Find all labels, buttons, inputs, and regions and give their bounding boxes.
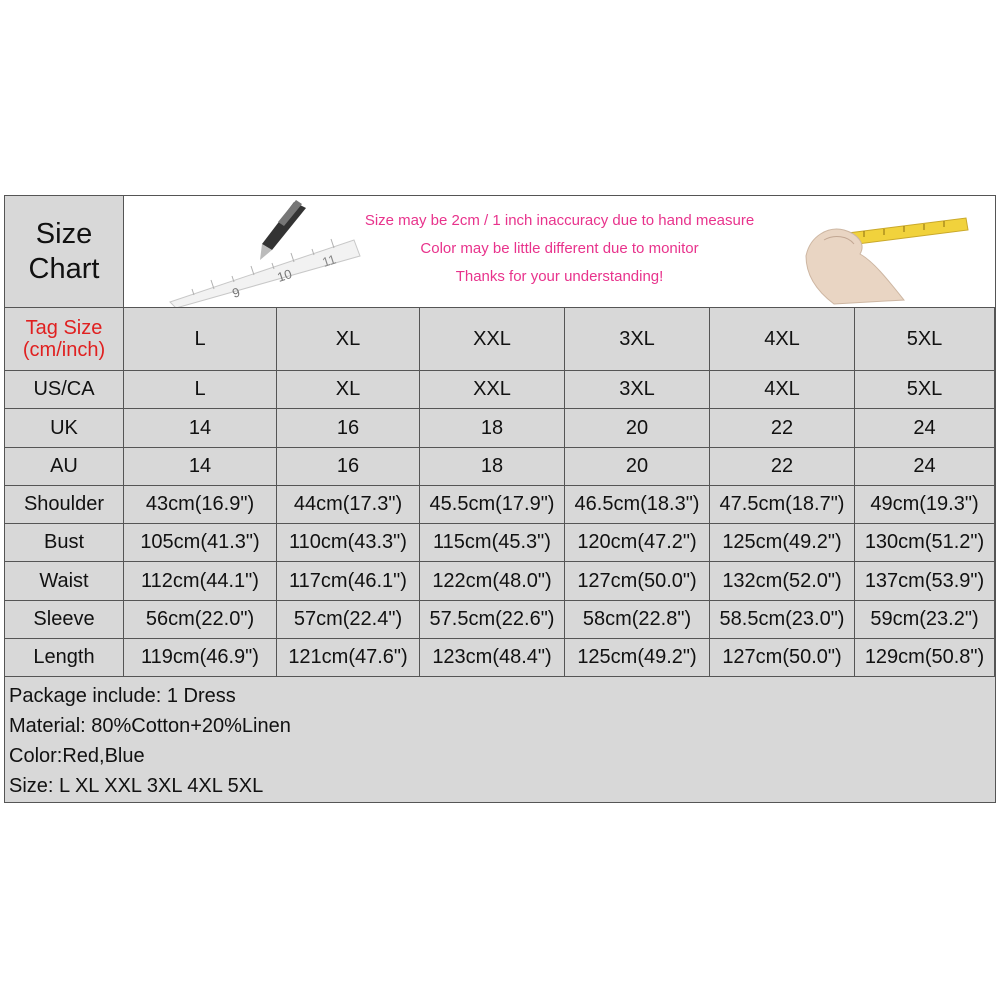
- table-cell: 57cm(22.4"): [277, 601, 420, 639]
- table-cell: 125cm(49.2"): [710, 524, 855, 562]
- table-cell: 58.5cm(23.0"): [710, 601, 855, 639]
- row-label-au: AU: [5, 448, 124, 486]
- size-chart-table: [4, 195, 996, 803]
- row-label-bust: Bust: [5, 524, 124, 562]
- material-info: Material: 80%Cotton+20%Linen: [9, 715, 291, 737]
- table-cell: 115cm(45.3"): [420, 524, 565, 562]
- table-cell: L: [124, 371, 277, 409]
- table-cell: 4XL: [710, 371, 855, 409]
- notice-line-2: Color may be little different due to monitor: [420, 240, 699, 257]
- size-chart-title-line1: Size: [35, 217, 93, 250]
- table-cell: 14: [124, 448, 277, 486]
- size-chart-title-line2: Chart: [28, 252, 100, 285]
- table-cell: 14: [124, 409, 277, 447]
- product-info: [5, 677, 995, 802]
- table-cell: 16: [277, 409, 420, 447]
- table-cell: 125cm(49.2"): [565, 639, 710, 677]
- tag-size-cell: 3XL: [565, 308, 710, 371]
- table-cell: 44cm(17.3"): [277, 486, 420, 524]
- notice-line-3: Thanks for your understanding!: [455, 268, 664, 285]
- table-cell: 119cm(46.9"): [124, 639, 277, 677]
- tag-size-cell: L: [124, 308, 277, 371]
- table-cell: 105cm(41.3"): [124, 524, 277, 562]
- table-cell: 112cm(44.1"): [124, 562, 277, 600]
- table-cell: 56cm(22.0"): [124, 601, 277, 639]
- row-label-sleeve: Sleeve: [5, 601, 124, 639]
- tag-size-cell: XL: [277, 308, 420, 371]
- table-cell: 22: [710, 409, 855, 447]
- table-cell: 137cm(53.9"): [855, 562, 995, 600]
- table-cell: 58cm(22.8"): [565, 601, 710, 639]
- row-label-uk: UK: [5, 409, 124, 447]
- ruler-number-11: 11: [320, 251, 338, 270]
- tag-size-cell: 4XL: [710, 308, 855, 371]
- table-cell: 120cm(47.2"): [565, 524, 710, 562]
- table-cell: 46.5cm(18.3"): [565, 486, 710, 524]
- table-cell: 43cm(16.9"): [124, 486, 277, 524]
- tag-size-cell: XXL: [420, 308, 565, 371]
- table-cell: 110cm(43.3"): [277, 524, 420, 562]
- table-cell: 121cm(47.6"): [277, 639, 420, 677]
- table-cell: 117cm(46.1"): [277, 562, 420, 600]
- table-cell: 132cm(52.0"): [710, 562, 855, 600]
- table-cell: 20: [565, 409, 710, 447]
- tag-size-label-line1: Tag Size: [25, 316, 103, 339]
- tag-size-label-line2: (cm/inch): [22, 339, 106, 361]
- table-cell: 24: [855, 448, 995, 486]
- table-cell: 45.5cm(17.9"): [420, 486, 565, 524]
- table-cell: 122cm(48.0"): [420, 562, 565, 600]
- row-label-shoulder: Shoulder: [5, 486, 124, 524]
- table-cell: 57.5cm(22.6"): [420, 601, 565, 639]
- size-chart-title: [5, 196, 124, 308]
- table-cell: 49cm(19.3"): [855, 486, 995, 524]
- ruler-number-9: 9: [230, 284, 242, 301]
- table-cell: 20: [565, 448, 710, 486]
- table-cell: 18: [420, 448, 565, 486]
- table-cell: 47.5cm(18.7"): [710, 486, 855, 524]
- table-cell: 5XL: [855, 371, 995, 409]
- table-cell: 129cm(50.8"): [855, 639, 995, 677]
- table-cell: 16: [277, 448, 420, 486]
- row-label-us-ca: US/CA: [5, 371, 124, 409]
- table-cell: 3XL: [565, 371, 710, 409]
- table-cell: 59cm(23.2"): [855, 601, 995, 639]
- table-cell: 22: [710, 448, 855, 486]
- table-cell: XL: [277, 371, 420, 409]
- row-label-length: Length: [5, 639, 124, 677]
- row-label-waist: Waist: [5, 562, 124, 600]
- size-info: Size: L XL XXL 3XL 4XL 5XL: [9, 775, 264, 797]
- color-info: Color:Red,Blue: [9, 745, 145, 767]
- notice-banner: [124, 196, 995, 308]
- package-info: Package include: 1 Dress: [9, 685, 236, 707]
- table-cell: 24: [855, 409, 995, 447]
- table-cell: XXL: [420, 371, 565, 409]
- table-cell: 18: [420, 409, 565, 447]
- measuring-tape-hand-icon: [804, 196, 984, 308]
- table-cell: 130cm(51.2"): [855, 524, 995, 562]
- table-cell: 123cm(48.4"): [420, 639, 565, 677]
- notice-line-1: Size may be 2cm / 1 inch inaccuracy due to hand measure: [364, 212, 755, 229]
- table-cell: 127cm(50.0"): [565, 562, 710, 600]
- ruler-number-10: 10: [275, 266, 294, 285]
- tag-size-cell: 5XL: [855, 308, 995, 371]
- tag-size-label: [5, 308, 124, 371]
- table-cell: 127cm(50.0"): [710, 639, 855, 677]
